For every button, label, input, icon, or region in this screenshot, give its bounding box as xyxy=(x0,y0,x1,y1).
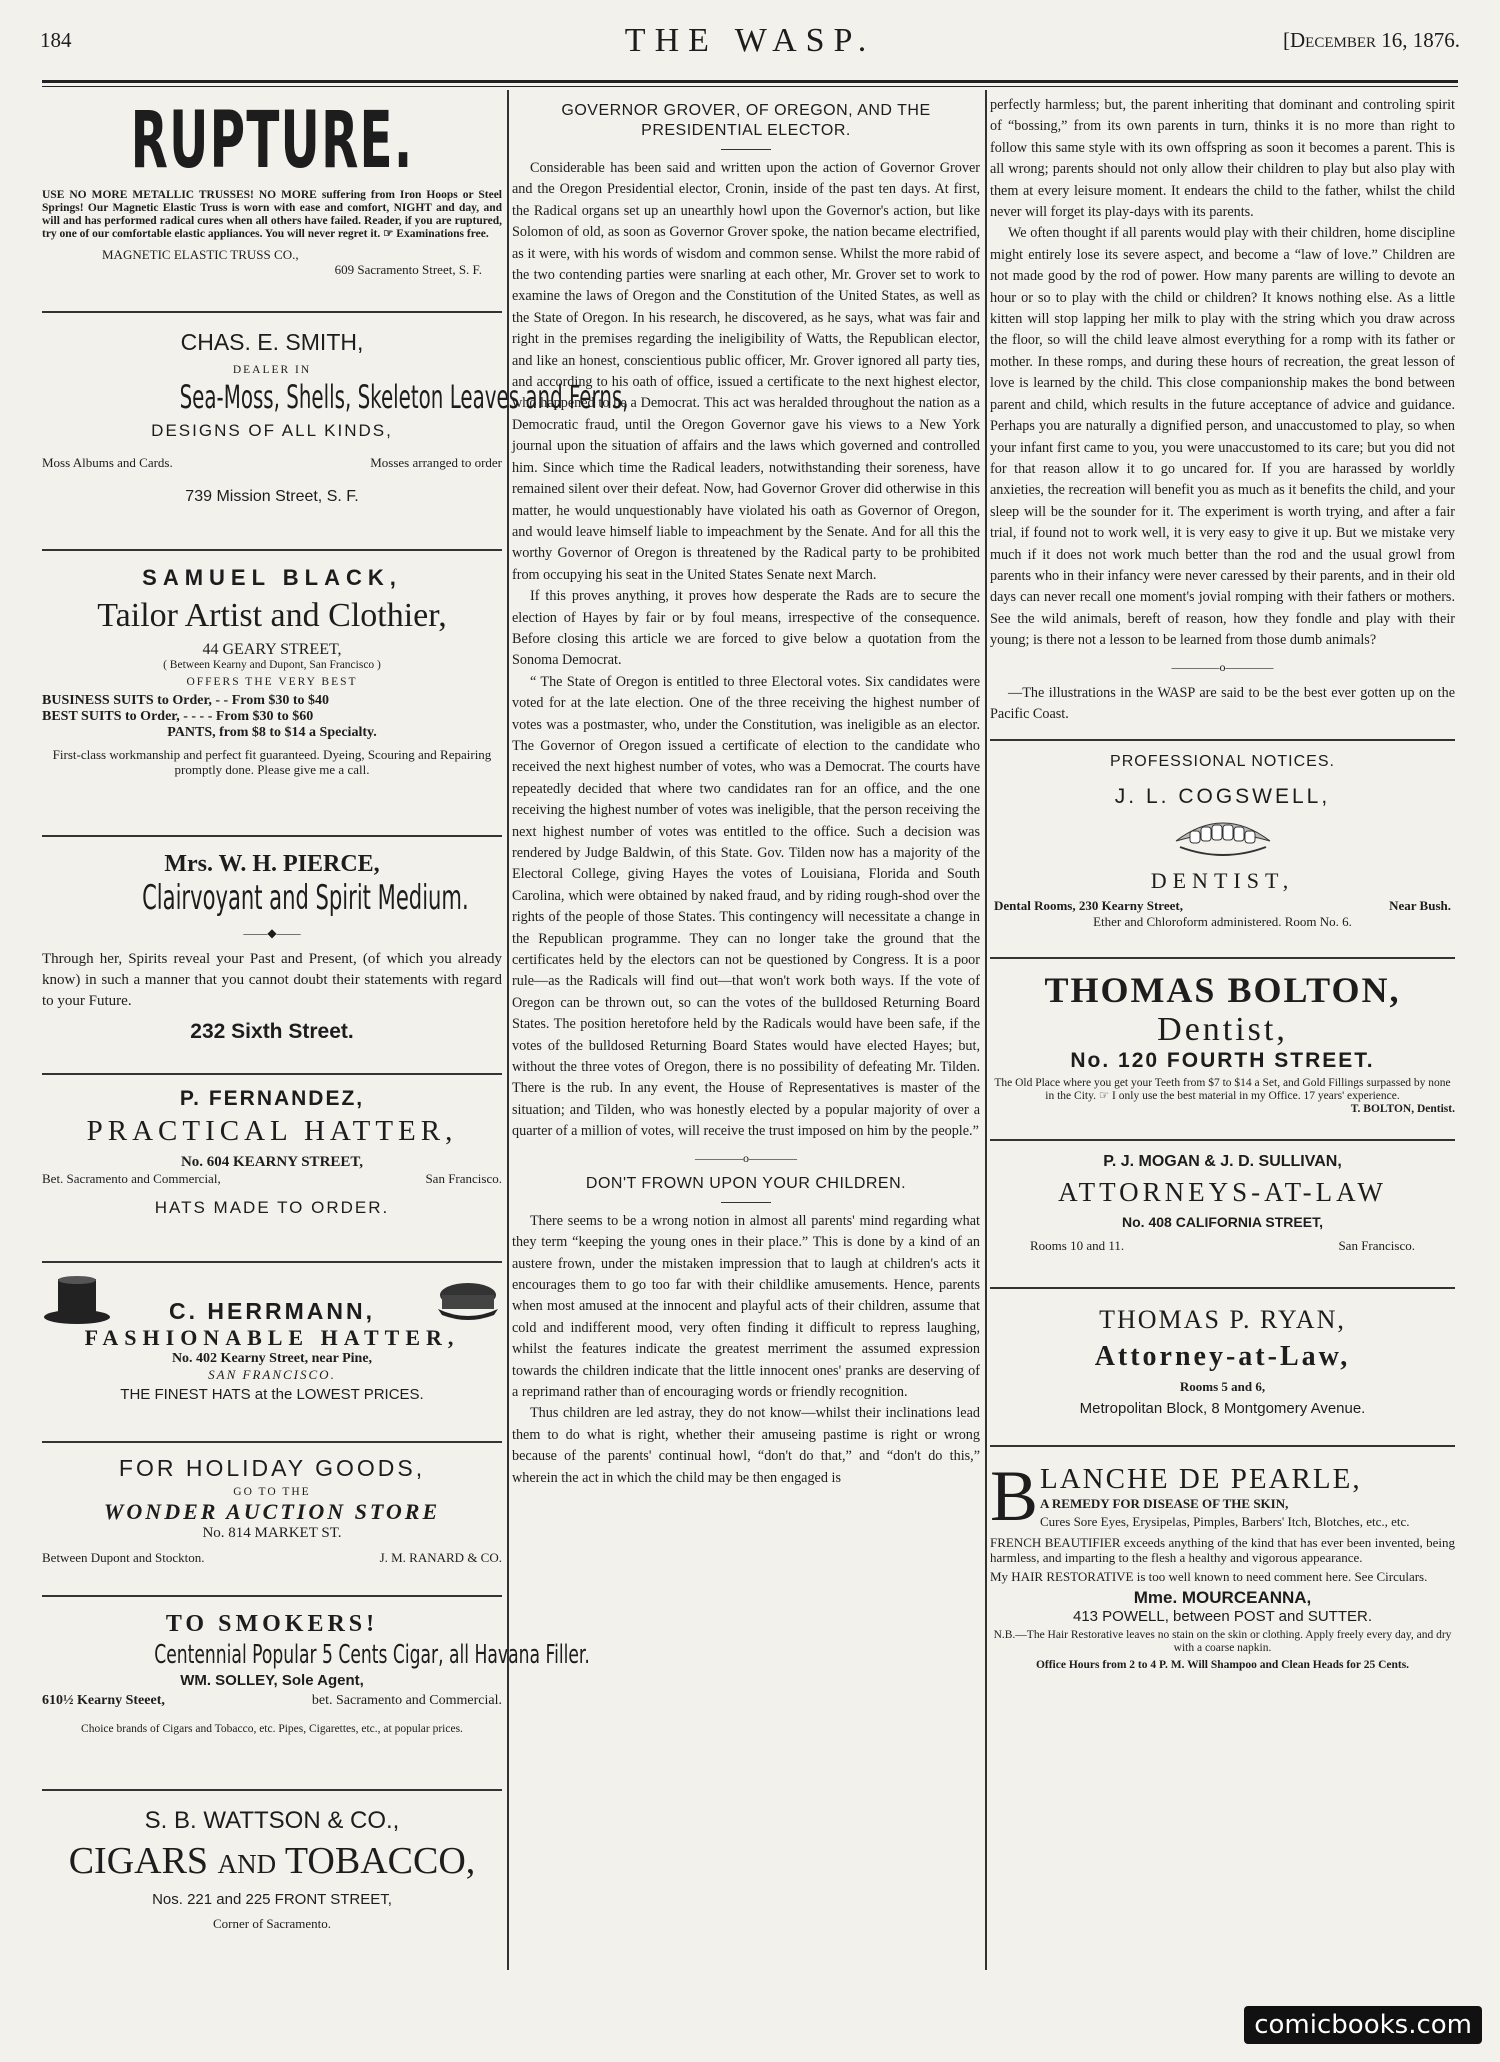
article-paragraph: We often thought if all parents would play with their children, home discipline might entirely lose its severe aspect, and become a “law of love.” Children are not made good by the rod of power. How many parents are willing to devote an hour or so to play with the child or children? It knows nothing else. As a little kitten will stop lapping her milk to play with the string which you draw across the floor, so will the child leave almost everything for a romp with its father or mother. In these romps, and during these hours of recreation, the great lesson of love is learned by the child. This close companionship makes the bond between parent and child, which results in the future acceptance of advice and guidance. Perhaps you are naturally a dignified person, and unaccustomed to play, so when your infant first came to you, you were unaccustomed to its care; but you did not for that reason allow it to go uncared for. If you are harassed by worldly anxieties, the recreation will benefit you as much as it benefits the child, and your sleep will be the sounder for it. The experiment is worth trying, and after a fair trial, if found not to work well, it is very easy to give it up. But we mistake very much if it does not work much better than the rod and the usual growl from parents who in their infancy were never caressed by their parents, and in their old days can never recall one moment's jovial romping with their fathers or mothers. See the wild animals, bereft of reason, how they fondle and play with their young; is there not a lesson to be learned from those dumb animals? xyxy=(990,225,1455,649)
ad-street: No. 814 MARKET ST. xyxy=(202,1525,342,1541)
article-paragraph: There seems to be a wrong notion in almost all parents' mind regarding what they term “keeping the young ones in their place.” This is done by a kind of an austere frown, under the mistaken impression that to laugh at children's acts it encourages them to go too far with their childlike amusements. Hence, parents when most amused at the innocent and playful acts of their children, assume that cold and indifferent mood, very often finding it difficult to repress laughing, whilst the features indicate the greatest merriment the assumed expression towards the children indicate that the little innocent ones' pranks are deserving of a reprimand rather than of encouraging words or friendly recognition. xyxy=(512,1212,980,1400)
ad-title: Attorney-at-Law, xyxy=(1094,1341,1351,1373)
ad-names: P. J. MOGAN & J. D. SULLIVAN, xyxy=(1103,1153,1342,1171)
column-divider-1 xyxy=(507,90,509,1970)
ad-headline: FOR HOLIDAY GOODS, xyxy=(118,1455,426,1481)
ad-price-2: BEST SUITS to Order, - - - - From $30 to $60 xyxy=(42,709,314,724)
ad-footer: First-class workmanship and perfect fit guaranteed. Dyeing, Scouring and Repairing promptly done. Please give me a call. xyxy=(52,747,492,777)
ad-headline: RUPTURE. xyxy=(130,96,414,186)
ad-bolton xyxy=(990,959,1455,1141)
drop-cap: B xyxy=(990,1456,1039,1537)
ad-samuel-black xyxy=(42,551,502,837)
ad-name: THOMAS BOLTON, xyxy=(1044,970,1401,1011)
ad-designs: DESIGNS OF ALL KINDS, xyxy=(151,421,393,440)
ad-cogswell xyxy=(990,775,1455,959)
ornament-divider: ————o———— xyxy=(695,1150,797,1165)
ad-left-note: Moss Albums and Cards. xyxy=(42,455,173,470)
ad-between: ( Between Kearny and Dupont, San Francisco ) xyxy=(163,659,381,671)
ad-left-note: Dental Rooms, 230 Kearny Street, xyxy=(994,898,1183,914)
ad-name: THOMAS P. RYAN, xyxy=(1099,1305,1346,1335)
cap-icon xyxy=(432,1275,502,1325)
article-paragraph: Thus children are led astray, they do not know—whilst their inclinations lead them to do what is right, whether their amuseing pastime is right or wrong because of the parents' continual howl, “don't do that,” and “don't do this,” wherein the act in which the child may be then engaged is xyxy=(512,1405,980,1486)
ad-name: C. HERRMANN, xyxy=(169,1298,375,1324)
ad-trade: CIGARS and TOBACCO, xyxy=(68,1840,476,1882)
ad-name: S. B. WATTSON & CO., xyxy=(144,1807,400,1834)
ad-left-note: Bet. Sacramento and Commercial, xyxy=(42,1171,221,1186)
ad-french-beautifier: FRENCH BEAUTIFIER exceeds anything of the kind that has ever been invented, being harmless, and imparting to the flesh a healthy and vigorous appearance. xyxy=(990,1535,1455,1566)
ad-rooms: Rooms 5 and 6, xyxy=(1179,1379,1266,1395)
notices-column xyxy=(990,95,1455,1753)
ad-right-note: San Francisco. xyxy=(1338,1238,1415,1254)
ad-left-note: Between Dupont and Stockton. xyxy=(42,1550,205,1565)
ad-note: N.B.—The Hair Restorative leaves no stain on the skin or clothing. Apply freely every day, and dry with a coarse napkin. xyxy=(993,1629,1452,1655)
ad-hours: Office Hours from 2 to 4 P. M. Will Shampoo and Clean Heads for 25 Cents. xyxy=(1035,1659,1410,1672)
ad-right-note: J. M. RANARD & CO. xyxy=(379,1550,502,1565)
ad-wonder-auction xyxy=(42,1443,502,1597)
ad-tagline: HATS MADE TO ORDER. xyxy=(154,1198,390,1217)
section-heading: PROFESSIONAL NOTICES. xyxy=(1110,753,1335,771)
ad-name: P. FERNANDEZ, xyxy=(179,1087,365,1110)
ad-address: 413 POWELL, between POST and SUTTER. xyxy=(1072,1608,1373,1626)
masthead xyxy=(40,22,1460,62)
watermark-badge: comicbooks.com xyxy=(1244,2006,1482,2044)
ad-corner: Corner of Sacramento. xyxy=(212,1916,332,1931)
ad-body: USE NO MORE METALLIC TRUSSES! NO MORE suffering from Iron Hoops or Steel Springs! Our Magnetic Elastic Truss is worn with ease and comfort, NIGHT and day, and will and has performed radical cures when all others have failed. Reader, if you are ruptured, try one of our comfortable elastic appliances. You will never regret it. ☞ Examinations free. xyxy=(42,189,502,240)
article-title: DON'T FROWN UPON YOUR CHILDREN. xyxy=(585,1174,907,1192)
ad-herrmann xyxy=(42,1263,502,1443)
ad-footer: Ether and Chloroform administered. Room No. 6. xyxy=(1093,914,1352,930)
ad-address: Metropolitan Block, 8 Montgomery Avenue. xyxy=(1079,1400,1366,1418)
ad-subtitle: A REMEDY FOR DISEASE OF THE SKIN, xyxy=(1040,1496,1289,1512)
ad-right-note: San Francisco. xyxy=(425,1171,502,1186)
ad-left-note: Rooms 10 and 11. xyxy=(1030,1238,1125,1254)
ad-street: 44 GEARY STREET, xyxy=(202,641,342,658)
ad-tagline: THE FINEST HATS at the LOWEST PRICES. xyxy=(120,1386,424,1403)
ornament-divider: ————o———— xyxy=(1171,659,1274,674)
dentures-icon xyxy=(1168,811,1278,863)
ad-chas-smith xyxy=(42,313,629,551)
article-paragraph: If this proves anything, it proves how desperate the Rads are to secure the election of Hayes by fair or by foul means, irrespective of the consequence. Before closing this article we are forced to give below a quotation from the Sonoma Democrat. xyxy=(512,588,980,669)
ad-agent: WM. SOLLEY, Sole Agent, xyxy=(180,1672,364,1689)
ad-city: SAN FRANCISCO. xyxy=(208,1367,336,1382)
article-paragraph: perfectly harmless; but, the parent inheriting that dominant and controling spirit of “bossing,” from its own parents in turn, thinks it is no more than right to follow this same style with its own offspring as soon it becomes a parent. This is all wrong; parents should not only allow their children to play but also play with them at every leisure moment. It endears the child to the father, whilst the child never will forget its play-days with its parents. xyxy=(990,97,1455,221)
ad-address: 609 Sacramento Street, S. F. xyxy=(334,262,482,277)
ad-pierce xyxy=(42,837,502,1075)
ad-madame: Mme. MOURCEANNA, xyxy=(1133,1588,1312,1608)
ad-mogan-sullivan xyxy=(990,1141,1455,1289)
masthead-rule xyxy=(42,80,1458,83)
ad-price-3: PANTS, from $8 to $14 a Specialty. xyxy=(167,725,377,740)
ornament-mark: o xyxy=(1219,659,1226,674)
ad-name: SAMUEL BLACK, xyxy=(142,565,402,590)
top-hat-icon xyxy=(42,1275,112,1325)
ad-headline: TO SMOKERS! xyxy=(165,1611,379,1637)
ad-trade: Clairvoyant and Spirit Medium. xyxy=(142,878,469,918)
ad-dealer: DEALER IN xyxy=(232,364,312,376)
ad-goods: Sea-Moss, Shells, Skeleton Leaves and Ferns, xyxy=(179,378,629,416)
masthead-rule-thin xyxy=(42,86,1458,87)
ad-wattson xyxy=(42,1791,502,1957)
article-column xyxy=(512,95,980,1489)
title-rule xyxy=(721,1202,771,1203)
ad-body: The Old Place where you get your Teeth from $7 to $14 a Set, and Gold Fillings surpassed by none in the City. ☞ I only use the best material in my Office. 17 years' experience. xyxy=(994,1077,1451,1103)
ad-blanche-de-pearle xyxy=(990,1447,1455,1753)
ad-street: No. 120 FOURTH STREET. xyxy=(1070,1049,1375,1073)
ad-name: Mrs. W. H. PIERCE, xyxy=(164,851,380,877)
ad-ryan xyxy=(990,1289,1455,1447)
section-rule xyxy=(990,739,1455,741)
ad-name: LANCHE DE PEARLE, xyxy=(1040,1463,1362,1496)
ad-address: 739 Mission Street, S. F. xyxy=(185,488,359,505)
ad-right-note: bet. Sacramento and Commercial. xyxy=(311,1693,502,1708)
ad-street: No. 408 CALIFORNIA STREET, xyxy=(1122,1214,1323,1231)
ad-goto: GO TO THE xyxy=(233,1486,311,1498)
ad-price-1: BUSINESS SUITS to Order, - - From $30 to $40 xyxy=(42,693,330,708)
ad-left-note: 610½ Kearny Steeet, xyxy=(42,1693,165,1708)
column-divider-2 xyxy=(985,90,987,1970)
article-paragraph: “ The State of Oregon is entitled to three Electoral votes. Six candidates were voted for at the late election. One of the three receiving the highest number of votes was a postmaster, who, under the Constitution, was ineligible as an elector. The Governor of Oregon issued a certificate of election to the candidate who received the next highest number of votes, who was a Democrat. The courts have repeatedly decided that where two candidates ran for an office, and the one receiving the highest number of votes was ineligible, that the person receiving the next highest number of votes was entitled to the office. Such a decision was rendered by Judge Baldwin, of this State. Gov. Tilden now has a majority of the Electoral College, giving Hayes the votes of Louisiana, Florida and South Carolina, which were obtained by naked fraud, and by riding rough-shod over the rights of the people of those States. This contingency will necessitate a change in the Republican programme. They can no longer take the ground that the certificates held by the electors can not be questioned by Congress. It is a poor rule—as the Radicals will find out—that won't work both ways. If the vote of Oregon can be thrown out, so can the votes of the bulldosed Returning Board States. The position heretofore held by the Radicals would have been safe, if the votes of the bulldosed Returning Board States would have elected Hayes; but, without the three votes of Oregon, there is no possibility of defeating Mr. Tilden. There is the rub. In any event, the House of Representatives is master of the situation; and Tilden, who was honestly elected by a popular majority of over a quarter of a million of votes, will receive the trust imposed on him by the people.” xyxy=(512,673,980,1140)
ad-product: Centennial Popular 5 Cents Cigar, all Havana Filler. xyxy=(154,1640,590,1670)
ad-address: 232 Sixth Street. xyxy=(190,1020,354,1043)
issue-date: [December 16, 1876. xyxy=(1283,28,1460,52)
ad-trade: FASHIONABLE HATTER, xyxy=(84,1325,460,1350)
article-title: GOVERNOR GROVER, OF OREGON, AND THE PRESIDENTIAL ELECTOR. xyxy=(561,102,931,139)
title-rule xyxy=(721,149,771,150)
ad-street: No. 402 Kearny Street, near Pine, xyxy=(171,1351,373,1366)
ad-signature: T. BOLTON, Dentist. xyxy=(1350,1103,1455,1116)
ad-cures: Cures Sore Eyes, Erysipelas, Pimples, Barbers' Itch, Blotches, etc., etc. xyxy=(1040,1514,1410,1530)
ad-name: CHAS. E. SMITH, xyxy=(180,329,364,355)
ad-fernandez xyxy=(42,1075,502,1263)
ad-street: Nos. 221 and 225 FRONT STREET, xyxy=(152,1891,392,1908)
advert-column-left xyxy=(42,95,629,1957)
article-paragraph: —The illustrations in the WASP are said to be the best ever gotten up on the Pacific Coast. xyxy=(990,684,1455,722)
ad-hair-restorative: My HAIR RESTORATIVE is too well known to need comment here. See Circulars. xyxy=(990,1569,1428,1585)
page-number: 184 xyxy=(40,28,72,52)
ad-trade: Tailor Artist and Clothier, xyxy=(97,597,447,634)
ad-right-note: Near Bush. xyxy=(1389,898,1451,914)
ad-store-name: WONDER AUCTION STORE xyxy=(103,1499,441,1524)
ad-title: DENTIST, xyxy=(1150,868,1295,894)
ad-name: J. L. COGSWELL, xyxy=(1114,785,1331,809)
ad-street: No. 604 KEARNY STREET, xyxy=(180,1154,364,1170)
ad-body: Through her, Spirits reveal your Past and Present, (of which you already know) in such a manner that you cannot doubt their statements with regard to your Future. xyxy=(42,951,502,1009)
article-paragraph: Considerable has been said and written upon the action of Governor Grover and the Oregon Presidential elector, Cronin, inside of the past ten days. At first, the Radical organs set up an unearthly howl upon the Governor's action, but like Solomon of old, as soon as Governor Grover spoke, the nation became electrified, as it were, with his words of wisdom and common sense. Whilst the more rabid of the two contending parties were snarling at each other, Mr. Grover set to work to examine the laws of Oregon and the Constitution of the United States, as well as the State of Oregon. In his research, he discovered, as he says, what was fair and right in the premises regarding the ineligibility of Watts, the Republican elector, and like an honest, conscientious public officer, Mr. Grover ignored all party ties, and according to his oath of office, issued a certificate to the next highest elector, who happened to be a Democrat. This act was heralded throughout the nation as a Democratic fraud, until the Oregon Governor gave his views to a New York journal upon the situation of affairs and the laws which governed and controlled him. Since which time the Radical leaders, notwithstanding their soreness, have remained silent over their defeat. Now, had Governor Grover did otherwise in this matter, he would unquestionably have violated his oath as Governor of Oregon, and would leave himself liable to impeachment by the Senate. And for all this the worthy Governor of Oregon is threatened by the Radical party to be prohibited from occupying his seat in the United States Senate next March. xyxy=(512,160,980,583)
ad-offers: OFFERS THE VERY BEST xyxy=(186,676,358,688)
ornament-divider: ——◆—— xyxy=(243,926,301,940)
newspaper-title: THE WASP. xyxy=(624,22,876,59)
ad-trade: PRACTICAL HATTER, xyxy=(86,1115,458,1147)
ad-solley xyxy=(42,1597,590,1791)
ad-right-note: Mosses arranged to order xyxy=(370,455,502,470)
ad-title: Dentist, xyxy=(1157,1011,1288,1049)
ad-footer: Choice brands of Cigars and Tobacco, etc. Pipes, Cigarettes, etc., at popular prices. xyxy=(81,1723,463,1735)
ad-title: ATTORNEYS-AT-LAW xyxy=(1058,1177,1387,1208)
ad-company: MAGNETIC ELASTIC TRUSS CO., xyxy=(102,247,299,262)
ad-rupture xyxy=(42,95,502,313)
